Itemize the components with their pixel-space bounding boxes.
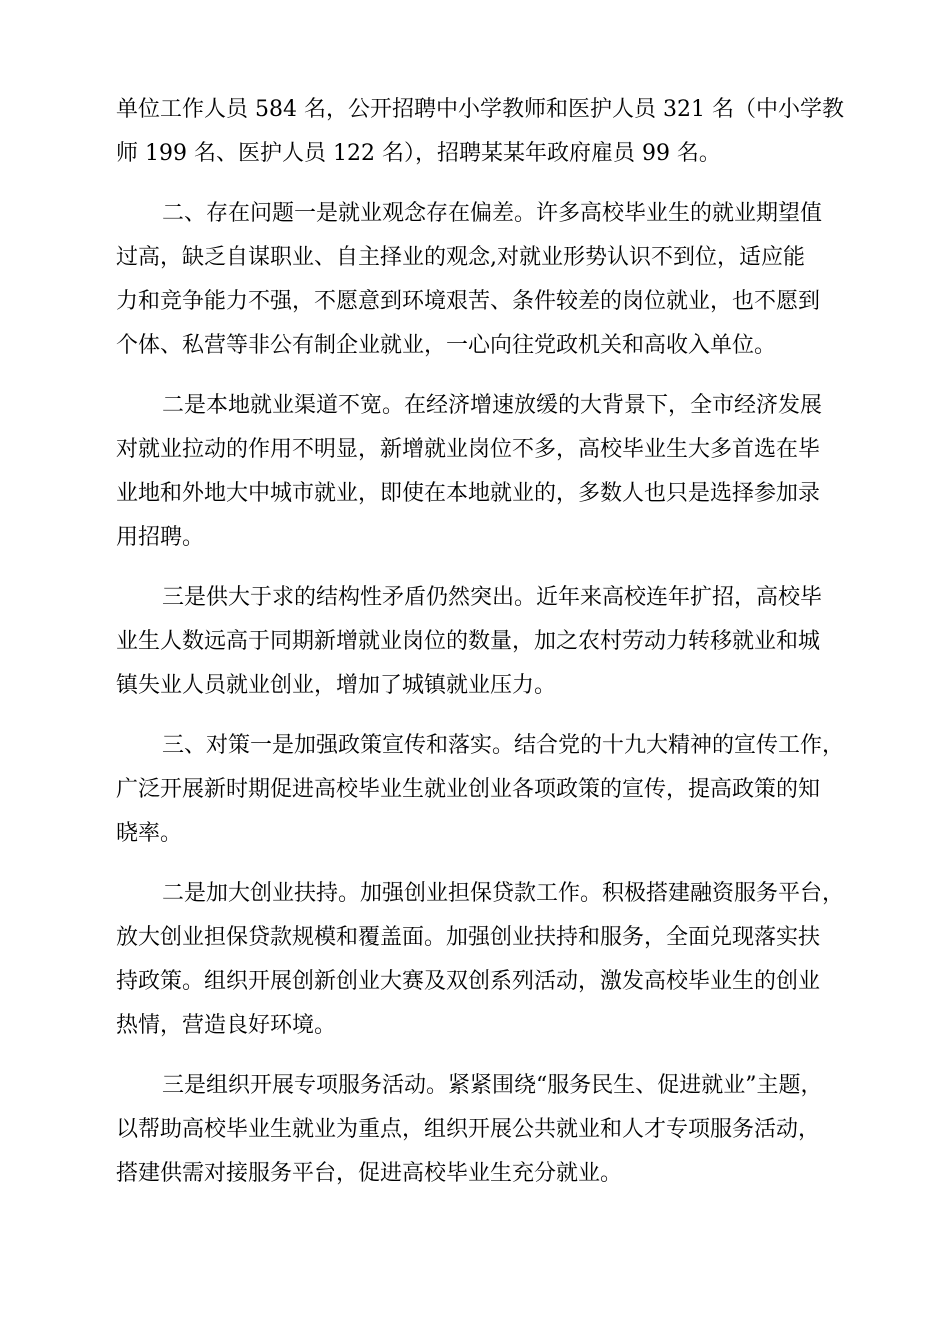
text-line: 三是供大于求的结构性矛盾仍然突出。近年来高校连年扩招，高校毕 (162, 585, 823, 610)
text-line: 用招聘。 (116, 525, 205, 550)
text-line: 热情，营造良好环境。 (116, 1013, 337, 1038)
text-line: 二是本地就业渠道不宽。在经济增速放缓的大背景下，全市经济发展 (162, 393, 823, 418)
paragraph-recruitment-figures (116, 88, 844, 176)
paragraph-measure-entrepreneurship-support (116, 872, 845, 1048)
text-line: 广泛开展新时期促进高校毕业生就业创业各项政策的宣传，提高政策的知 (116, 777, 821, 802)
text-line: 三、对策一是加强政策宣传和落实。结合党的十九大精神的宣传工作， (162, 733, 845, 758)
text-line: 晓率。 (116, 821, 183, 846)
text-line: 业地和外地大中城市就业，即使在本地就业的，多数人也只是选择参加录 (116, 481, 821, 506)
text-line: 师 199 名、医护人员 122 名），招聘某某年政府雇员 99 名。 (116, 141, 721, 166)
text-line: 放大创业担保贷款规模和覆盖面。加强创业扶持和服务，全面兑现落实扶 (116, 925, 821, 950)
text-line: 二、存在问题一是就业观念存在偏差。许多高校毕业生的就业期望值 (162, 201, 823, 226)
paragraph-problem-employment-concept (116, 192, 836, 368)
text-line: 以帮助高校毕业生就业为重点，组织开展公共就业和人才专项服务活动， (116, 1117, 821, 1142)
paragraph-measure-policy-promotion (116, 724, 845, 856)
text-line: 过高，缺乏自谋职业、自主择业的观念,对就业形势认识不到位，适应能 (116, 245, 805, 270)
text-line: 对就业拉动的作用不明显，新增就业岗位不多，高校毕业生大多首选在毕 (116, 437, 821, 462)
paragraph-problem-supply-demand (116, 576, 836, 708)
text-line: 单位工作人员 584 名，公开招聘中小学教师和医护人员 321 名（中小学教 (116, 97, 844, 122)
text-line: 个体、私营等非公有制企业就业，一心向往党政机关和高收入单位。 (116, 333, 777, 358)
text-line: 搭建供需对接服务平台，促进高校毕业生充分就业。 (116, 1161, 623, 1186)
text-line: 二是加大创业扶持。加强创业担保贷款工作。积极搭建融资服务平台， (162, 881, 845, 906)
paragraph-measure-special-services (116, 1064, 836, 1196)
text-line: 力和竞争能力不强，不愿意到环境艰苦、条件较差的岗位就业，也不愿到 (116, 289, 821, 314)
text-line: 业生人数远高于同期新增就业岗位的数量，加之农村劳动力转移就业和城 (116, 629, 821, 654)
text-line: 镇失业人员就业创业，增加了城镇就业压力。 (116, 673, 557, 698)
document-body (116, 88, 845, 1196)
text-line: 持政策。组织开展创新创业大赛及双创系列活动，激发高校毕业生的创业 (116, 969, 821, 994)
text-line: 三是组织开展专项服务活动。紧紧围绕“服务民生、促进就业”主题， (162, 1073, 823, 1098)
paragraph-problem-local-channels (116, 384, 836, 560)
